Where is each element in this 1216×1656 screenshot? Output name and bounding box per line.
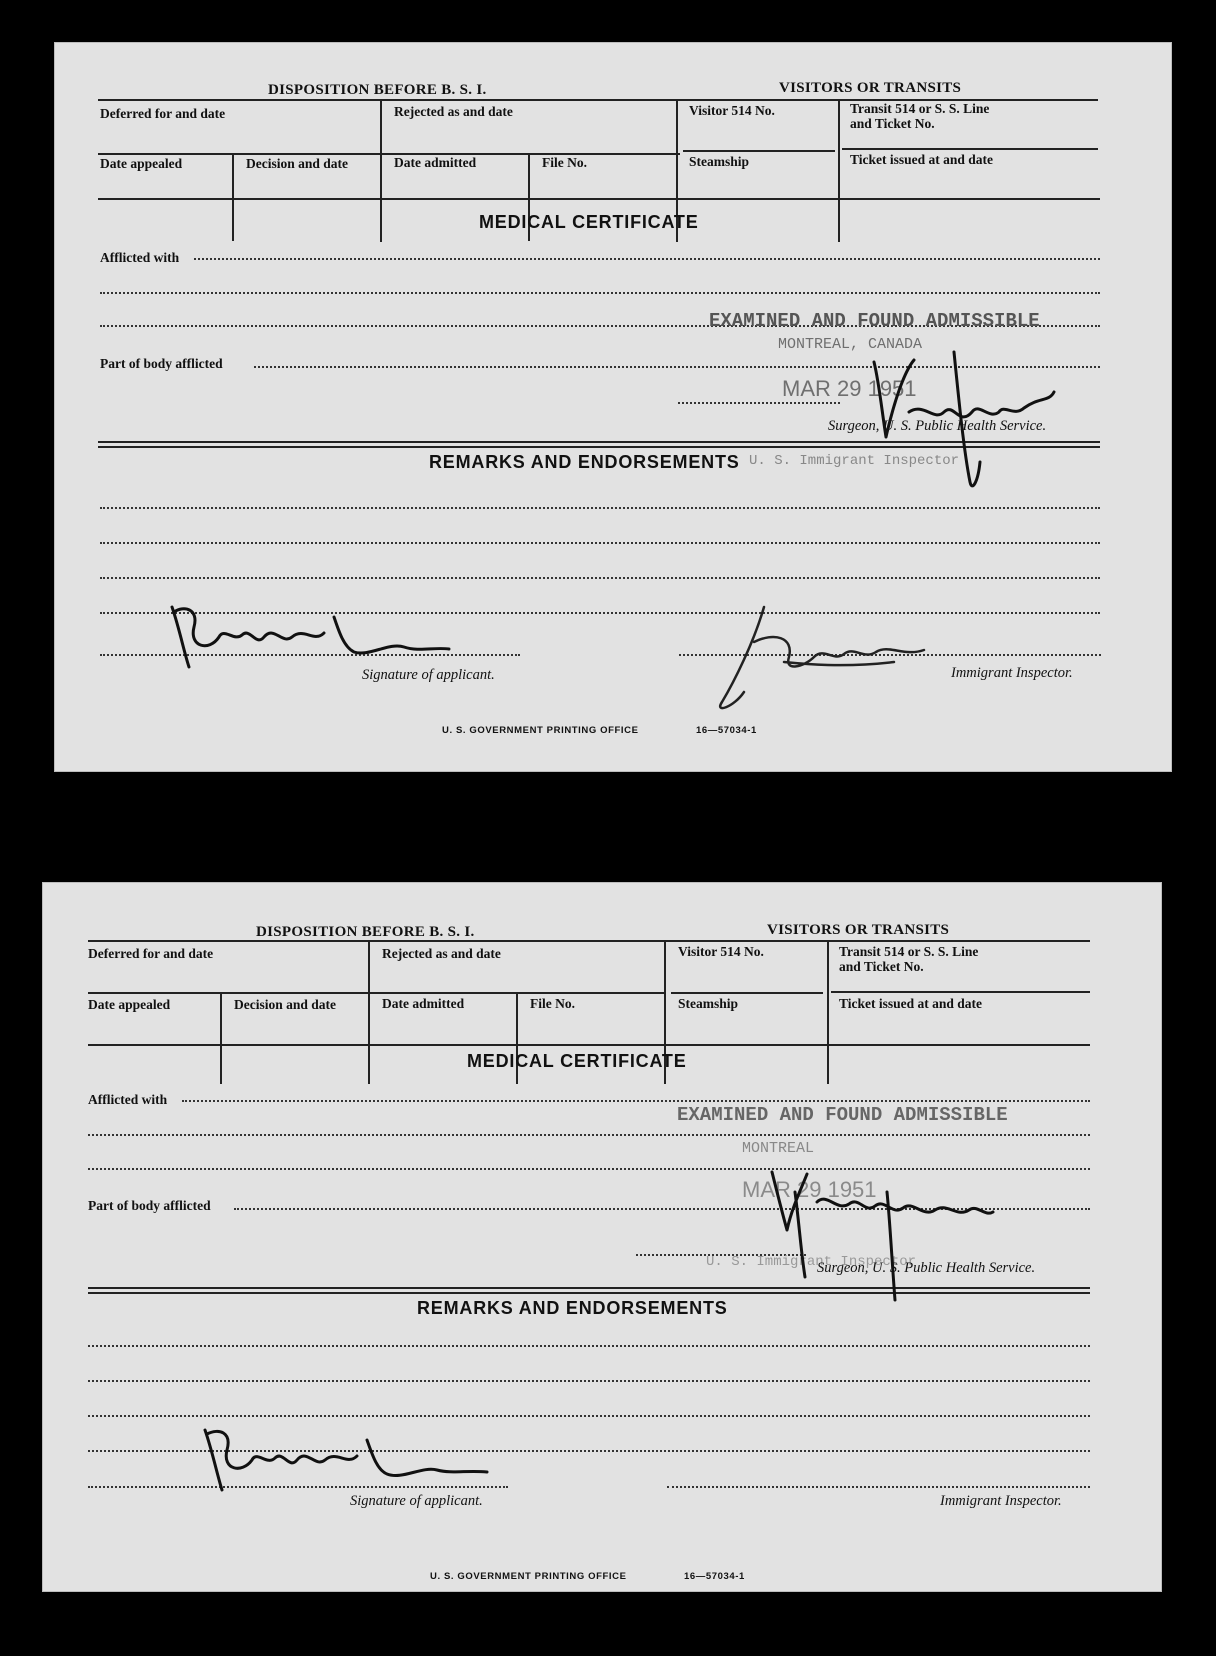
surgeon-signature xyxy=(757,1162,1017,1312)
applicant-signature xyxy=(164,597,464,677)
row-rule-left xyxy=(98,153,680,155)
inspector-signature xyxy=(694,602,954,722)
record-card-bottom xyxy=(42,882,1162,1592)
part-of-body-label: Part of body afflicted xyxy=(88,1198,211,1213)
afflicted-with-label: Afflicted with xyxy=(88,1092,168,1107)
visitor-514-label: Visitor 514 No. xyxy=(678,944,764,959)
remarks-header: REMARKS AND ENDORSEMENTS xyxy=(429,452,740,472)
signature-applicant-label: Signature of applicant. xyxy=(350,1493,483,1509)
section-rule xyxy=(98,198,1100,200)
date-admitted-label: Date admitted xyxy=(394,155,477,170)
divider-v4 xyxy=(232,153,234,241)
divider-v3 xyxy=(838,100,840,242)
admission-stamp-line1: EXAMINED AND FOUND ADMISSIBLE xyxy=(677,1104,1008,1126)
surgeon-label: Surgeon, U. S. Public Health Service. xyxy=(817,1260,1036,1276)
printing-office-label: U. S. GOVERNMENT PRINTING OFFICE xyxy=(430,1571,627,1582)
deferred-label: Deferred for and date xyxy=(88,946,214,961)
surgeon-label: Surgeon, U. S. Public Health Service. xyxy=(828,418,1047,434)
transit-label-2: and Ticket No. xyxy=(850,116,935,131)
deferred-label: Deferred for and date xyxy=(100,106,226,121)
afflicted-line xyxy=(182,1100,1090,1102)
signature-applicant-label: Signature of applicant. xyxy=(362,667,495,683)
visitor-514-label: Visitor 514 No. xyxy=(689,103,775,118)
immigrant-inspector-label: Immigrant Inspector. xyxy=(940,1493,1062,1509)
divider-v1 xyxy=(368,941,370,1084)
remarks-line-2 xyxy=(88,1380,1090,1382)
afflicted-line-2 xyxy=(100,292,1100,294)
row-rule-transit xyxy=(842,148,1098,150)
file-no-label: File No. xyxy=(542,155,587,170)
medical-header: MEDICAL CERTIFICATE xyxy=(467,1051,687,1071)
signature-line-inspector xyxy=(667,1486,1090,1488)
decision-label: Decision and date xyxy=(246,156,349,171)
row-rule-transit xyxy=(831,991,1090,993)
afflicted-with-label: Afflicted with xyxy=(100,250,180,265)
admission-stamp-inspector: U. S. Immigrant Inspector xyxy=(706,1254,917,1270)
divider-v3 xyxy=(827,941,829,1084)
admission-stamp-inspector: U. S. Immigrant Inspector xyxy=(749,453,960,469)
row-rule-visitor xyxy=(683,150,835,152)
remarks-line-3 xyxy=(100,577,1100,579)
divider-v1 xyxy=(380,100,382,242)
medical-header: MEDICAL CERTIFICATE xyxy=(479,212,699,232)
ticket-issued-label: Ticket issued at and date xyxy=(839,996,983,1011)
disposition-header: DISPOSITION BEFORE B. S. I. xyxy=(268,82,487,98)
row-rule-left xyxy=(88,992,666,994)
immigrant-inspector-label: Immigrant Inspector. xyxy=(951,665,1073,681)
afflicted-line-2 xyxy=(88,1134,1090,1136)
visitors-header: VISITORS OR TRANSITS xyxy=(779,80,962,96)
applicant-signature xyxy=(197,1422,497,1502)
transit-label-2: and Ticket No. xyxy=(839,959,924,974)
steamship-label: Steamship xyxy=(689,154,750,169)
remarks-line-3 xyxy=(88,1415,1090,1417)
part-of-body-label: Part of body afflicted xyxy=(100,356,223,371)
file-no-label: File No. xyxy=(530,996,575,1011)
disposition-header: DISPOSITION BEFORE B. S. I. xyxy=(256,924,475,940)
date-admitted-label: Date admitted xyxy=(382,996,465,1011)
rejected-label: Rejected as and date xyxy=(382,946,501,961)
row-rule-visitor xyxy=(671,992,823,994)
form-number: 16—57034-1 xyxy=(684,1571,745,1582)
steamship-label: Steamship xyxy=(678,996,739,1011)
ticket-issued-label: Ticket issued at and date xyxy=(850,152,994,167)
visitors-header: VISITORS OR TRANSITS xyxy=(767,922,950,938)
remarks-line-2 xyxy=(100,542,1100,544)
date-appealed-label: Date appealed xyxy=(88,997,171,1012)
surgeon-line xyxy=(678,402,840,404)
top-rule xyxy=(88,940,1090,942)
printing-office-label: U. S. GOVERNMENT PRINTING OFFICE xyxy=(442,725,639,736)
admission-stamp-line2: MONTREAL, CANADA xyxy=(778,336,923,353)
divider-v4 xyxy=(220,994,222,1084)
afflicted-line xyxy=(194,258,1100,260)
section-rule xyxy=(88,1044,1090,1046)
rejected-label: Rejected as and date xyxy=(394,104,513,119)
transit-label-1: Transit 514 or S. S. Line xyxy=(850,101,990,116)
admission-stamp-line1: EXAMINED AND FOUND ADMISSIBLE xyxy=(709,310,1040,332)
remarks-line-1 xyxy=(88,1345,1090,1347)
admission-stamp-date: MAR 29 1951 xyxy=(782,376,917,401)
record-card-top xyxy=(54,42,1172,772)
surgeon-signature xyxy=(854,342,1094,492)
decision-label: Decision and date xyxy=(234,997,337,1012)
admission-stamp-date: MAR 29 1951 xyxy=(742,1177,877,1202)
date-appealed-label: Date appealed xyxy=(100,156,183,171)
admission-stamp-line2: MONTREAL xyxy=(742,1140,815,1157)
form-number: 16—57034-1 xyxy=(696,725,757,736)
transit-label-1: Transit 514 or S. S. Line xyxy=(839,944,979,959)
remarks-line-1 xyxy=(100,507,1100,509)
remarks-header: REMARKS AND ENDORSEMENTS xyxy=(417,1298,728,1318)
